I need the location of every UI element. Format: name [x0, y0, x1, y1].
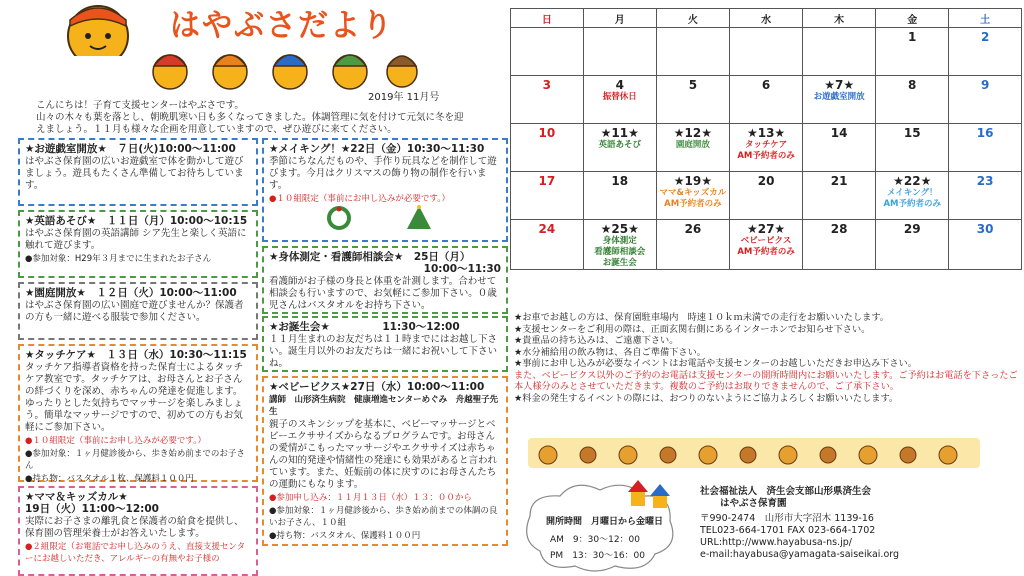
calendar-day-cell	[876, 220, 949, 270]
calendar-day-cell	[876, 28, 949, 76]
event-body: 実際にお子さまの離乳食と保護者の給食を提供し、保育園の管理栄養士がお答えいたします。	[25, 516, 244, 539]
event-title: ★ベビービクス★27日（水）10:00～11:00	[269, 381, 485, 393]
calendar-day-cell	[876, 172, 949, 220]
note-line: また、ベビービクス以外のご予約のお電話は支援センターの開所時間内にお願いいたします。ご予約はお電話を下さったご本人様分のみとさせていただきます。複数のご予約はお取りできませんので、ご了承下さい。	[514, 369, 1018, 392]
event-title: ★身体測定・看護師相談会★ 25日（月）	[269, 251, 471, 263]
event-touch-care	[18, 344, 258, 482]
org-name-line	[700, 486, 1020, 498]
calendar-day-cell	[656, 220, 729, 270]
day-number: 20	[757, 174, 775, 188]
calendar-day-cell	[511, 76, 584, 124]
day-number: 21	[830, 174, 848, 188]
event-title: ★お遊戯室開放★ ７日(火)10:00～11:00	[25, 143, 236, 155]
calendar-day-cell	[656, 172, 729, 220]
day-number: ★12★	[673, 126, 713, 140]
calendar-day-cell	[876, 124, 949, 172]
event-limit: ●１０組限定（事前にお申し込みが必要です。）	[269, 194, 450, 204]
org-tel: TEL023-664-1701 FAX 023-664-1702	[700, 525, 876, 536]
newsletter-title: はやぶさだより	[170, 7, 394, 45]
calendar-day-cell	[803, 220, 876, 270]
calendar-day-cell	[803, 172, 876, 220]
calendar-day-cell	[583, 172, 656, 220]
day-event-label: お誕生会	[602, 258, 637, 268]
calendar-day-cell	[511, 220, 584, 270]
calendar-week-row	[511, 76, 1022, 124]
day-number: 26	[684, 222, 702, 236]
org-name1: 社会福祉法人	[700, 486, 758, 497]
calendar-day-cell	[803, 76, 876, 124]
event-body: 親子のスキンシップを基本に、ベビーマッサージとベビーエクササイズからなるプログラムです。お母さんの愛情がこもったマッサージやエクササイズは赤ちゃんの知的発達や情緒性の発達にも効果があると言われています。また、妊娠前の体に戻すのにお母さんたちの運動にもなります。	[269, 419, 498, 490]
event-playroom-open	[18, 138, 258, 206]
event-title: ★メイキング！★22日（金）10:30～11:30	[269, 143, 485, 155]
calendar-day-cell	[949, 172, 1022, 220]
calendar-header-row	[511, 9, 1022, 28]
calendar-day-cell	[730, 172, 803, 220]
houses-icon	[628, 478, 672, 510]
intro-line: 山々の木々も葉を落とし、朝晩肌寒い日も多くなってきました。体調管理に気を付けて元気に冬を迎	[36, 112, 464, 123]
event-note: ●参加対象：H29年３月までに生まれたお子さん	[25, 254, 212, 264]
day-number: 17	[538, 174, 556, 188]
calendar-week-row	[511, 172, 1022, 220]
acorn-mascots-illustration	[150, 44, 420, 92]
event-body: はやぶさ保育園の広いお遊戯室で体を動かして遊びましょう。遊具もたくさん準備してお待ちしています。	[25, 156, 244, 191]
calendar-day-cell	[730, 124, 803, 172]
calendar-week-row	[511, 220, 1022, 270]
calendar-day-cell	[583, 28, 656, 76]
calendar	[510, 8, 1022, 270]
note-line: ★料金の発生するイベントの際には、おつりのないようにご協力よろしくお願いいたします。	[514, 392, 899, 404]
weekday-header: 月	[583, 9, 656, 28]
event-title-text: ★お誕生会★	[269, 321, 330, 333]
day-event-label: 園庭開放	[675, 140, 710, 150]
weekday-header: 木	[803, 9, 876, 28]
calendar-week-row	[511, 28, 1022, 76]
day-number: 8	[908, 78, 917, 92]
event-limit: ●１０組限定（事前にお申し込みが必要です。）	[25, 436, 206, 446]
event-items: ●持ち物：バスタオル、保護料１００円	[269, 531, 421, 541]
event-english	[18, 210, 258, 278]
day-number: ★19★	[673, 174, 713, 188]
wreath-tree-illustration	[309, 205, 459, 231]
day-event-label: AM予約者のみ	[737, 247, 795, 257]
calendar-day-cell	[511, 172, 584, 220]
event-limit: ●２組限定（お電話でお申し込みのうえ、直接支援センターにお越しいただき、アレルギーの有無やお子様の	[25, 542, 246, 564]
day-number: 16	[976, 126, 994, 140]
event-body: タッチケア指導者資格を持った保育士によるタッチケア教室です。タッチケアは、お母さんとお子さんの絆づくりを深め、赤ちゃんの発達を促進します。ゆったりとした気持ちでマッサージを楽しみましょう。簡単なマッサージですので、初めての方もお気軽にご参加下さい。	[25, 362, 244, 433]
acorn-border-illustration	[528, 436, 980, 470]
event-title	[269, 321, 501, 333]
event-time: 10:00～11:30	[423, 263, 501, 275]
calendar-day-cell	[656, 124, 729, 172]
calendar-day-cell	[583, 76, 656, 124]
day-number: 28	[830, 222, 848, 236]
day-event-label: AM予約者のみ	[664, 199, 722, 209]
calendar-day-cell	[876, 76, 949, 124]
event-birthday	[262, 316, 508, 372]
day-number: ★13★	[746, 126, 786, 140]
calendar-day-cell	[656, 76, 729, 124]
event-making	[262, 138, 508, 242]
event-body: はやぶさ保育園の英語講師 シア先生と楽しく英語に触れて遊びます。	[25, 228, 247, 251]
event-title: ★英語あそび★ １１日（月）10:00～10:15	[25, 215, 248, 227]
weekday-header: 火	[656, 9, 729, 28]
day-number: ★25★	[600, 222, 639, 236]
day-event-label: AM予約者のみ	[883, 199, 941, 209]
day-number: 29	[903, 222, 921, 236]
day-number: 6	[761, 78, 771, 92]
event-body: 季節にちなんだものや、手作り玩具などを制作して遊びます。今月はクリスマスの飾り物の制作を行います。	[269, 156, 497, 191]
weekday-header: 日	[511, 9, 584, 28]
intro-line: こんにちは！子育て支援センターはやぶさです。	[36, 100, 244, 111]
note-line: ★支援センターをご利用の際は、正面玄関右側にあるインターホンでお知らせ下さい。	[514, 323, 871, 335]
issue-date: 2019年 11月号	[368, 92, 440, 103]
hours-title: 開所時間 月曜日から金曜日	[546, 517, 664, 527]
calendar-day-cell	[730, 28, 803, 76]
calendar-day-cell	[949, 76, 1022, 124]
day-number: 5	[688, 78, 698, 92]
day-number: ★27★	[746, 222, 786, 236]
org-email: e-mail:hayabusa@yamagata-saiseikai.org	[700, 549, 900, 560]
org-url: URL:http://www.hayabusa-ns.jp/	[700, 537, 853, 548]
day-event-label: 振替休日	[602, 92, 637, 102]
intro-text	[36, 100, 506, 136]
calendar-day-cell	[949, 220, 1022, 270]
event-target: ●参加対象：１ヶ月健診後から、歩き始め前までの体調の良いお子さん、１０組	[269, 506, 498, 528]
note-line: ★お車でお越しの方は、保育園駐車場内 時速１０ｋｍ未満での走行をお願いいたします。	[514, 312, 889, 323]
calendar-day-cell	[656, 28, 729, 76]
day-number: ★7★	[824, 78, 855, 92]
org-name3: はやぶさ保育園	[720, 498, 787, 509]
calendar-day-cell	[511, 124, 584, 172]
calendar-day-cell	[803, 28, 876, 76]
event-target: ●参加対象：１ヶ月健診後から、歩き始め前までのお子さん	[25, 449, 245, 471]
event-body: はやぶさ保育園の広い園庭で遊びませんか？保護者の方も一緒に遊べる服装で参加ください。	[25, 300, 244, 323]
day-number: 10	[538, 126, 556, 140]
day-event-label: 身体測定	[602, 236, 637, 246]
event-date: 19日（火）11:00～12:00	[25, 503, 159, 515]
event-body: 看護師がお子様の身長と体重を計測します。合わせて相談会も行いますので、お気軽にご参加下さい。０歳児さんはバスタオルをお持ち下さい。	[269, 276, 497, 311]
day-number: 30	[976, 222, 994, 236]
event-measurement	[262, 246, 508, 314]
event-mama-kids	[18, 486, 258, 576]
calendar-day-cell	[730, 76, 803, 124]
day-number: 2	[980, 30, 990, 44]
org-name2: 済生会支部山形県済生会	[766, 486, 872, 497]
calendar-day-cell	[949, 124, 1022, 172]
calendar-week-row	[511, 124, 1022, 172]
calendar-day-cell	[583, 220, 656, 270]
event-time: 11:30～12:00	[382, 321, 460, 333]
intro-line: えましょう。１１月も様々な企画を用意していますので、ぜひ遊びに来てください。	[36, 124, 397, 135]
weekday-header: 水	[730, 9, 803, 28]
calendar-day-cell	[803, 124, 876, 172]
day-number: 3	[542, 78, 551, 92]
day-number: 23	[976, 174, 994, 188]
note-line: ★水分補給用の飲み物は、各自ご準備下さい。	[514, 346, 706, 358]
weekday-header: 土	[949, 9, 1022, 28]
weekday-header: 金	[876, 9, 949, 28]
day-number: ★11★	[600, 126, 639, 140]
day-number: 14	[830, 126, 848, 140]
event-title: ★園庭開放★ １２日（火）10:00～11:00	[25, 287, 237, 299]
day-event-label: 英語あそび	[598, 140, 641, 150]
hours-am: AM 9：30～12：00	[550, 535, 641, 545]
event-lecturer: 講師 山形済生病院 健康増進センターめぐみ 舟越聖子先生	[269, 395, 499, 417]
day-event-label: タッチケア	[745, 140, 788, 150]
day-number: 24	[538, 222, 556, 236]
note-line: ★貴重品の持ち込みは、ご遠慮下さい。	[514, 335, 679, 346]
day-number: 1	[908, 30, 917, 44]
calendar-day-cell	[583, 124, 656, 172]
day-event-label: 看護師相談会	[594, 247, 646, 257]
event-title: ★ママ＆キッズカル★	[25, 491, 128, 503]
day-event-label: お遊戯室開放	[813, 92, 865, 102]
org-address: 〒990-2474 山形市大字沼木 1139-16	[700, 513, 874, 524]
day-event-label: メイキング！	[886, 188, 938, 198]
event-body: １１月生まれのお友だちは１１時までにはお越し下さい。誕生月以外のお友だちは一緒にお祝いして下さいね。	[269, 334, 498, 369]
day-number: ★22★	[893, 174, 932, 188]
event-garden-open	[18, 282, 258, 340]
notes	[514, 312, 1022, 404]
note-line: ★事前にお申し込みが必要なイベントはお電話や支援センターのお越しいただきお申込み下さい。	[514, 358, 917, 369]
calendar-day-cell	[730, 220, 803, 270]
calendar-day-cell	[511, 28, 584, 76]
event-title: ★タッチケア★ １３日（水）10:30～11:15	[25, 349, 247, 361]
sun-mascot-illustration	[52, 0, 144, 56]
calendar-day-cell	[949, 28, 1022, 76]
day-event-label: ママ&キッズカル	[659, 188, 727, 198]
hours-pm: PM 13：30～16：00	[550, 551, 646, 561]
day-number: 9	[980, 78, 990, 92]
event-apply: ●参加申し込み：１１月１３日（水）１３：００から	[269, 493, 472, 503]
day-number: 18	[611, 174, 629, 188]
day-event-label: AM予約者のみ	[737, 151, 795, 161]
day-number: 4	[615, 78, 624, 92]
event-items: ●持ち物：バスタオル１枚、保護料１００円	[25, 474, 194, 484]
organization-info	[700, 486, 1020, 561]
day-event-label: ベビービクス	[740, 236, 792, 246]
event-baby-bics	[262, 376, 508, 546]
day-number: 15	[903, 126, 921, 140]
